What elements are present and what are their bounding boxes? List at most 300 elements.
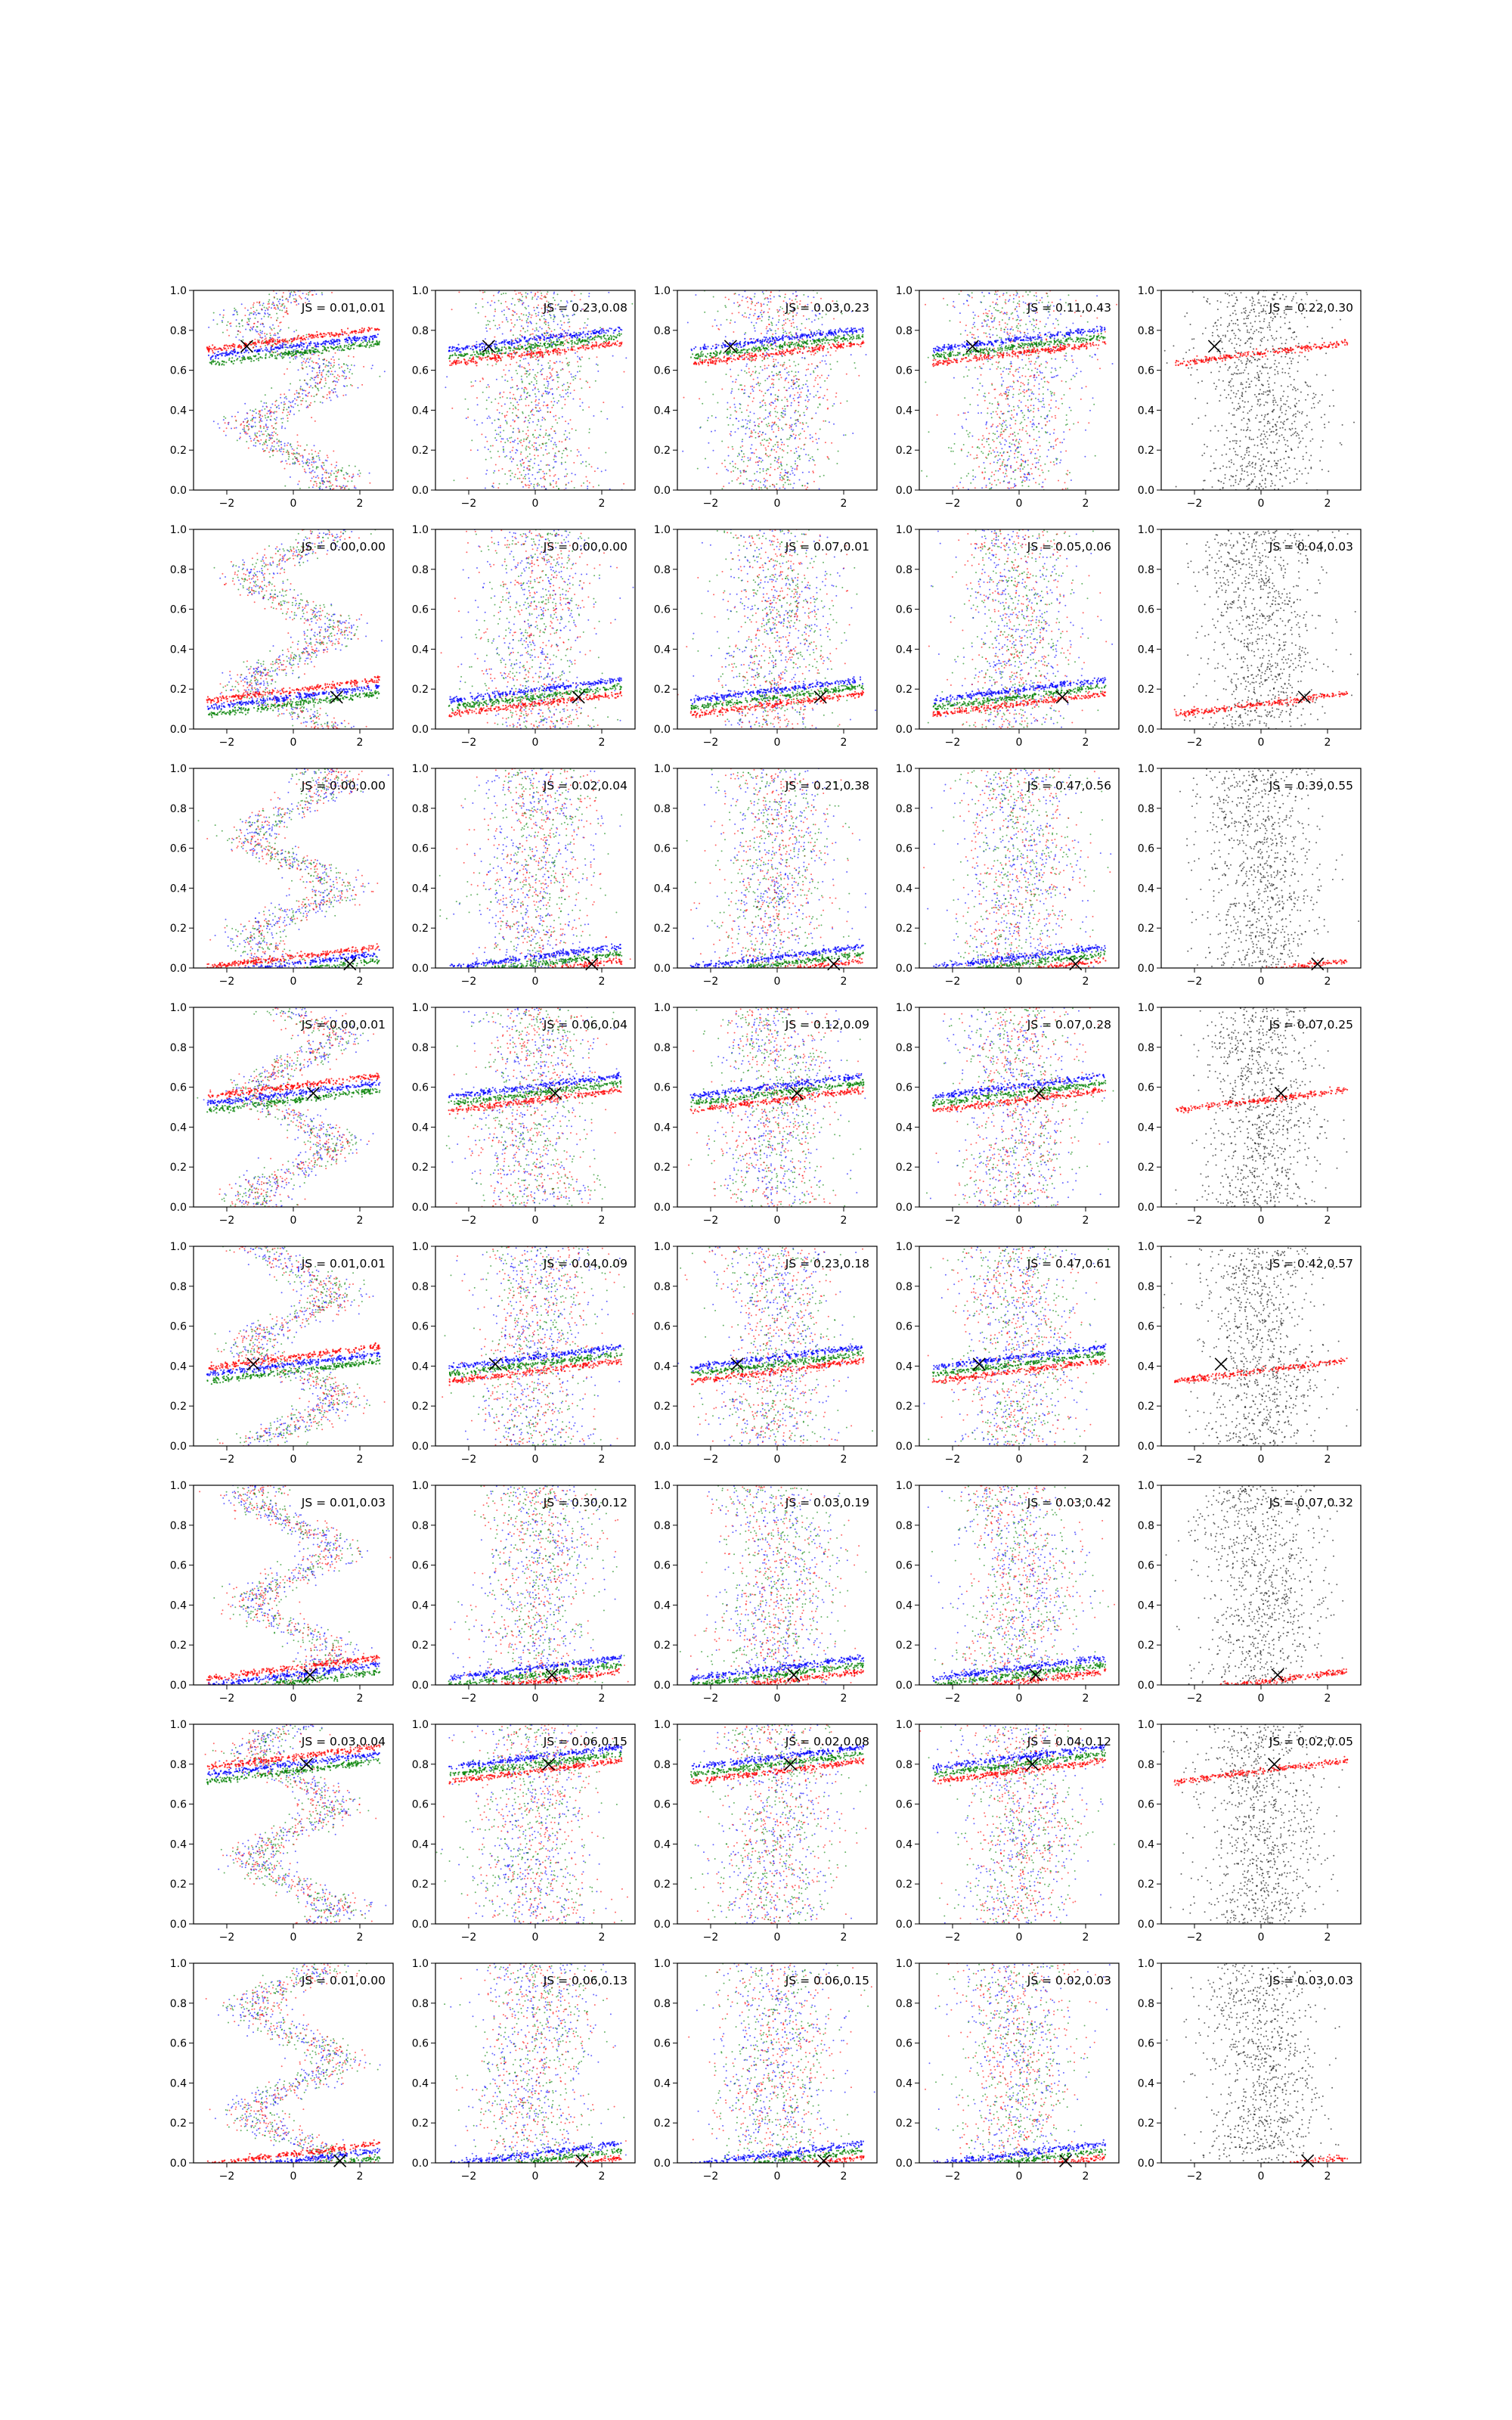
y-tick-label: 0.4 (170, 883, 187, 895)
x-tick-label: 0 (1016, 737, 1023, 749)
y-tick-label: 0.8 (412, 1759, 429, 1771)
x-tick-label: 2 (599, 1454, 606, 1466)
y-tick-label: 0.0 (412, 724, 429, 736)
y-tick-label: 1.0 (1138, 285, 1154, 297)
scatter-points (1146, 1247, 1359, 1446)
subplot-r2-c5 (1138, 524, 1365, 749)
x-marker (576, 2155, 588, 2167)
scatter-points (1175, 1007, 1377, 1208)
axes-frame (435, 1963, 635, 2163)
y-tick-label: 0.0 (1138, 485, 1154, 497)
subplot-r8-c3 (654, 1958, 887, 2183)
y-tick-label: 0.8 (896, 1520, 912, 1532)
y-tick-label: 1.0 (170, 285, 187, 297)
js-annotation: JS = 0.06,0.15 (785, 1974, 869, 1987)
subplot-r7-c3 (654, 1719, 877, 1944)
axes-frame (919, 1246, 1119, 1446)
y-tick-label: 0.8 (412, 564, 429, 576)
x-marker (1272, 1669, 1284, 1681)
x-tick-label: −2 (703, 1215, 719, 1227)
x-tick-label: 0 (1258, 1454, 1265, 1466)
js-annotation: JS = 0.04,0.09 (543, 1257, 627, 1270)
x-tick-label: 0 (532, 1931, 539, 1944)
y-tick-label: 1.0 (1138, 1958, 1154, 1970)
x-tick-label: 2 (1325, 2170, 1331, 2183)
scatter-points (928, 529, 1113, 730)
x-tick-label: 0 (1016, 1215, 1023, 1227)
y-tick-label: 0.4 (1138, 405, 1154, 417)
y-tick-label: 0.4 (170, 1599, 187, 1612)
x-tick-label: −2 (945, 1692, 961, 1705)
x-tick-label: −2 (703, 1931, 719, 1944)
x-tick-label: 2 (1325, 1215, 1331, 1227)
y-tick-label: 0.0 (412, 2158, 429, 2170)
x-tick-label: −2 (461, 1692, 477, 1705)
x-tick-label: 0 (774, 1931, 781, 1944)
js-annotation: JS = 0.11,0.43 (1027, 301, 1111, 315)
scatter-points (686, 768, 866, 985)
y-tick-label: 0.6 (654, 1560, 671, 1572)
js-annotation: JS = 0.47,0.56 (1027, 779, 1111, 793)
y-tick-label: 0.2 (412, 2118, 429, 2130)
y-tick-label: 1.0 (412, 1719, 429, 1731)
y-tick-label: 0.0 (170, 2158, 187, 2170)
axes-frame (677, 1485, 877, 1685)
x-tick-label: 0 (1258, 1215, 1265, 1227)
y-tick-label: 0.6 (412, 843, 429, 855)
scatter-points (677, 529, 876, 730)
js-annotation: JS = 0.03,0.03 (1269, 1974, 1353, 1987)
axes-frame (1161, 1246, 1361, 1446)
scatter-points (671, 1246, 873, 1447)
x-tick-label: 2 (1083, 976, 1089, 988)
y-tick-label: 0.2 (170, 684, 187, 696)
y-tick-label: 0.4 (412, 405, 429, 417)
x-tick-label: 2 (357, 1454, 364, 1466)
y-tick-label: 1.0 (654, 1719, 671, 1731)
y-tick-label: 0.0 (170, 1441, 187, 1453)
y-tick-label: 0.4 (654, 644, 671, 656)
x-tick-label: −2 (1187, 1931, 1203, 1944)
y-tick-label: 1.0 (896, 1002, 912, 1014)
y-tick-label: 0.6 (654, 2038, 671, 2050)
y-tick-label: 0.0 (654, 1202, 671, 1214)
scatter-points (667, 1485, 889, 1694)
y-tick-label: 1.0 (654, 1002, 671, 1014)
y-tick-label: 0.2 (654, 1162, 671, 1174)
y-tick-label: 0.4 (1138, 1360, 1154, 1373)
js-annotation: JS = 0.02,0.04 (543, 779, 627, 793)
js-annotation: JS = 0.07,0.25 (1269, 1018, 1353, 1032)
x-tick-label: 2 (1083, 1931, 1089, 1944)
subplot-r6-c3 (654, 1480, 889, 1705)
y-tick-label: 0.8 (170, 1759, 187, 1771)
x-tick-label: 0 (1016, 1692, 1023, 1705)
y-tick-label: 0.0 (896, 1680, 912, 1692)
y-tick-label: 0.2 (896, 1162, 912, 1174)
x-tick-label: 0 (532, 1454, 539, 1466)
y-tick-label: 0.0 (654, 1680, 671, 1692)
y-tick-label: 0.6 (654, 1799, 671, 1811)
y-tick-label: 0.4 (1138, 2077, 1154, 2090)
y-tick-label: 0.6 (412, 1082, 429, 1094)
y-tick-label: 0.6 (1138, 2038, 1154, 2050)
js-annotation: JS = 0.23,0.08 (543, 301, 627, 315)
y-tick-label: 1.0 (654, 1480, 671, 1492)
subplot-r3-c3 (654, 763, 877, 988)
y-tick-label: 0.2 (1138, 923, 1154, 935)
x-tick-label: 2 (357, 737, 364, 749)
y-tick-label: 0.2 (170, 1879, 187, 1891)
y-tick-label: 0.2 (1138, 684, 1154, 696)
y-tick-label: 0.6 (412, 1799, 429, 1811)
y-tick-label: 0.6 (170, 1799, 187, 1811)
y-tick-label: 0.8 (896, 325, 912, 337)
y-tick-label: 0.8 (654, 1042, 671, 1054)
x-tick-label: 2 (841, 1692, 847, 1705)
x-tick-label: −2 (219, 1454, 235, 1466)
js-annotation: JS = 0.42,0.57 (1269, 1257, 1353, 1270)
scatter-points (1174, 529, 1365, 730)
y-tick-label: 0.8 (896, 1759, 912, 1771)
x-tick-label: −2 (703, 498, 719, 510)
subplot-r1-c2 (412, 285, 635, 510)
x-tick-label: 2 (1083, 1215, 1089, 1227)
x-tick-label: 0 (1258, 976, 1265, 988)
y-tick-label: 0.2 (1138, 1879, 1154, 1891)
axes-frame (677, 529, 877, 729)
y-tick-label: 0.0 (896, 963, 912, 975)
subplot-r7-c1 (170, 1719, 393, 1944)
scatter-points (404, 1962, 642, 2183)
y-tick-label: 0.8 (1138, 803, 1154, 815)
js-annotation: JS = 0.06,0.04 (543, 1018, 627, 1032)
y-tick-label: 0.0 (1138, 1680, 1154, 1692)
x-tick-label: 0 (1258, 1931, 1265, 1944)
x-tick-label: 0 (290, 1454, 297, 1466)
x-marker (572, 691, 584, 703)
y-tick-label: 0.6 (654, 1082, 671, 1094)
x-tick-label: 2 (1325, 737, 1331, 749)
y-tick-label: 0.8 (1138, 564, 1154, 576)
y-tick-label: 0.6 (1138, 1321, 1154, 1333)
x-tick-label: 2 (357, 2170, 364, 2183)
x-tick-label: 2 (1325, 976, 1331, 988)
x-tick-label: 0 (290, 1692, 297, 1705)
subplot-r8-c1 (170, 1958, 393, 2183)
x-tick-label: 0 (774, 976, 781, 988)
y-tick-label: 0.4 (896, 1599, 912, 1612)
x-tick-label: 0 (1258, 2170, 1265, 2183)
subplot-r8-c4 (896, 1958, 1119, 2183)
y-tick-label: 0.2 (1138, 445, 1154, 457)
js-annotation: JS = 0.01,0.01 (301, 1257, 386, 1270)
scatter-points (205, 1723, 387, 1925)
x-tick-label: 2 (357, 1931, 364, 1944)
y-tick-label: 0.0 (654, 963, 671, 975)
y-tick-label: 0.0 (1138, 963, 1154, 975)
scatter-points (1164, 290, 1371, 491)
x-tick-label: 2 (599, 1215, 606, 1227)
axes-frame (435, 1007, 635, 1207)
axes-frame (194, 1963, 393, 2163)
js-annotation: JS = 0.01,0.03 (301, 1496, 386, 1509)
x-tick-label: −2 (461, 1454, 477, 1466)
subplot-r1-c5 (1138, 285, 1371, 510)
scatter-points (924, 1246, 1110, 1447)
js-annotation: JS = 0.06,0.13 (543, 1974, 627, 1987)
axes-frame (1161, 1007, 1361, 1207)
y-tick-label: 1.0 (412, 1480, 429, 1492)
subplot-r5-c4 (896, 1241, 1119, 1466)
y-tick-label: 0.0 (412, 1680, 429, 1692)
x-tick-label: 2 (1325, 1692, 1331, 1705)
axes-frame (919, 529, 1119, 729)
x-tick-label: 0 (1016, 976, 1023, 988)
y-tick-label: 0.0 (896, 485, 912, 497)
y-tick-label: 0.8 (412, 1042, 429, 1054)
y-tick-label: 0.4 (896, 883, 912, 895)
y-tick-label: 0.6 (412, 2038, 429, 2050)
y-tick-label: 0.2 (896, 1640, 912, 1652)
x-tick-label: 2 (841, 737, 847, 749)
axes-frame (435, 1246, 635, 1446)
y-tick-label: 0.4 (896, 405, 912, 417)
y-tick-label: 1.0 (170, 1719, 187, 1731)
y-tick-label: 0.8 (896, 1998, 912, 2010)
y-tick-label: 0.2 (896, 1401, 912, 1413)
js-annotation: JS = 0.47,0.61 (1027, 1257, 1111, 1270)
subplot-r6-c4 (896, 1480, 1119, 1705)
x-tick-label: −2 (219, 1931, 235, 1944)
x-tick-label: −2 (703, 1454, 719, 1466)
subplot-r6-c5 (1138, 1480, 1366, 1705)
y-tick-label: 0.2 (170, 923, 187, 935)
y-tick-label: 0.0 (170, 1680, 187, 1692)
y-tick-label: 0.2 (654, 2118, 671, 2130)
scatter-points (445, 290, 633, 491)
x-tick-label: −2 (945, 737, 961, 749)
x-tick-label: 2 (1325, 1454, 1331, 1466)
y-tick-label: 0.2 (170, 2118, 187, 2130)
y-tick-label: 0.8 (654, 325, 671, 337)
y-tick-label: 1.0 (896, 1719, 912, 1731)
x-tick-label: 0 (532, 1215, 539, 1227)
y-tick-label: 0.4 (1138, 1599, 1154, 1612)
x-tick-label: 0 (1258, 737, 1265, 749)
y-tick-label: 0.4 (412, 644, 429, 656)
scatter-points (206, 1962, 381, 2180)
scatter-points (926, 1007, 1144, 1208)
y-tick-label: 1.0 (170, 1241, 187, 1253)
y-tick-label: 0.4 (654, 1122, 671, 1134)
y-tick-label: 0.4 (1138, 644, 1154, 656)
y-tick-label: 0.8 (412, 1998, 429, 2010)
y-tick-label: 1.0 (412, 285, 429, 297)
js-annotation: JS = 0.30,0.12 (543, 1496, 627, 1509)
y-tick-label: 1.0 (170, 1002, 187, 1014)
scatter-points (1157, 1963, 1349, 2183)
x-tick-label: 0 (1258, 498, 1265, 510)
y-tick-label: 0.6 (412, 604, 429, 616)
scatter-points (441, 529, 642, 730)
scatter-points (439, 768, 631, 984)
y-tick-label: 0.0 (1138, 1202, 1154, 1214)
y-tick-label: 1.0 (1138, 1241, 1154, 1253)
y-tick-label: 0.6 (170, 1082, 187, 1094)
js-annotation: JS = 0.00,0.00 (543, 540, 627, 554)
y-tick-label: 1.0 (654, 1241, 671, 1253)
y-tick-label: 1.0 (896, 1480, 912, 1492)
y-tick-label: 0.0 (412, 1202, 429, 1214)
x-tick-label: 0 (774, 737, 781, 749)
x-marker (1208, 340, 1220, 352)
y-tick-label: 0.2 (896, 923, 912, 935)
y-tick-label: 0.4 (170, 2077, 187, 2090)
scatter-points (671, 1962, 886, 2181)
y-tick-label: 0.2 (412, 1401, 429, 1413)
subplot-r4-c4 (896, 1002, 1144, 1227)
x-tick-label: 0 (1016, 1931, 1023, 1944)
subplot-r4-c5 (1138, 1002, 1377, 1227)
scatter-points (1148, 1724, 1348, 1925)
subplot-r2-c2 (412, 524, 642, 749)
y-tick-label: 0.4 (412, 1122, 429, 1134)
js-annotation: JS = 0.00,0.01 (301, 1018, 386, 1032)
y-tick-label: 0.8 (412, 325, 429, 337)
y-tick-label: 0.2 (170, 1640, 187, 1652)
x-tick-label: 2 (1083, 737, 1089, 749)
y-tick-label: 0.0 (170, 963, 187, 975)
axes-frame (919, 768, 1119, 968)
y-tick-label: 0.6 (896, 2038, 912, 2050)
x-tick-label: −2 (461, 498, 477, 510)
y-tick-label: 0.4 (412, 1360, 429, 1373)
y-tick-label: 0.2 (896, 2118, 912, 2130)
y-tick-label: 0.0 (896, 1919, 912, 1931)
js-annotation: JS = 0.03,0.04 (301, 1735, 386, 1748)
x-tick-label: −2 (703, 2170, 719, 2183)
y-tick-label: 0.8 (654, 1520, 671, 1532)
y-tick-label: 1.0 (654, 524, 671, 536)
x-tick-label: −2 (219, 2170, 235, 2183)
subplot-r1-c4 (896, 285, 1137, 510)
js-annotation: JS = 0.02,0.05 (1269, 1735, 1353, 1748)
js-annotation: JS = 0.21,0.38 (785, 779, 869, 793)
y-tick-label: 0.0 (654, 1919, 671, 1931)
y-tick-label: 0.6 (1138, 1560, 1154, 1572)
axes-frame (194, 768, 393, 968)
y-tick-label: 0.8 (1138, 325, 1154, 337)
x-tick-label: 0 (290, 2170, 297, 2183)
y-tick-label: 0.4 (1138, 1838, 1154, 1851)
subplot-r7-c5 (1138, 1719, 1361, 1944)
x-tick-label: 0 (774, 1215, 781, 1227)
js-annotation: JS = 0.04,0.12 (1027, 1735, 1111, 1748)
scatter-points (688, 1007, 878, 1208)
x-tick-label: −2 (219, 1692, 235, 1705)
x-tick-label: 0 (532, 737, 539, 749)
x-tick-label: 0 (1016, 498, 1023, 510)
scatter-points (198, 768, 389, 985)
y-tick-label: 0.6 (170, 2038, 187, 2050)
js-annotation: JS = 0.12,0.09 (785, 1018, 869, 1032)
y-tick-label: 0.6 (170, 1560, 187, 1572)
axes-frame (435, 290, 635, 490)
y-tick-label: 0.6 (1138, 843, 1154, 855)
y-tick-label: 0.6 (1138, 365, 1154, 377)
x-tick-label: 2 (357, 498, 364, 510)
y-tick-label: 0.8 (170, 325, 187, 337)
y-tick-label: 0.8 (654, 1998, 671, 2010)
js-annotation: JS = 0.02,0.08 (785, 1735, 869, 1748)
y-tick-label: 0.2 (1138, 1162, 1154, 1174)
y-tick-label: 0.8 (170, 1042, 187, 1054)
y-tick-label: 0.8 (1138, 1998, 1154, 2010)
y-tick-label: 0.6 (654, 604, 671, 616)
y-tick-label: 0.6 (654, 1321, 671, 1333)
y-tick-label: 0.8 (170, 1520, 187, 1532)
y-tick-label: 0.4 (1138, 1122, 1154, 1134)
y-tick-label: 0.8 (412, 1281, 429, 1293)
y-tick-label: 1.0 (654, 1958, 671, 1970)
subplot-r7-c4 (896, 1719, 1119, 1944)
y-tick-label: 1.0 (1138, 524, 1154, 536)
x-tick-label: 0 (290, 498, 297, 510)
js-annotation: JS = 0.05,0.06 (1027, 540, 1111, 554)
js-annotation: JS = 0.03,0.23 (785, 301, 869, 315)
js-annotation: JS = 0.01,0.00 (301, 1974, 386, 1987)
scatter-points (682, 290, 866, 490)
y-tick-label: 0.6 (1138, 1799, 1154, 1811)
x-tick-label: −2 (461, 976, 477, 988)
x-tick-label: 2 (841, 1931, 847, 1944)
y-tick-label: 0.2 (654, 1401, 671, 1413)
y-tick-label: 0.8 (896, 1042, 912, 1054)
x-tick-label: −2 (461, 1931, 477, 1944)
axes-frame (677, 1963, 877, 2163)
y-tick-label: 0.0 (1138, 2158, 1154, 2170)
y-tick-label: 0.4 (412, 883, 429, 895)
y-tick-label: 0.4 (896, 2077, 912, 2090)
x-tick-label: 0 (532, 976, 539, 988)
y-tick-label: 0.0 (1138, 724, 1154, 736)
x-tick-label: 2 (357, 1215, 364, 1227)
subplot-r6-c1 (170, 1480, 393, 1705)
x-tick-label: −2 (1187, 1215, 1203, 1227)
y-tick-label: 0.6 (896, 1799, 912, 1811)
y-tick-label: 0.6 (1138, 604, 1154, 616)
x-tick-label: −2 (1187, 976, 1203, 988)
axes-frame (1161, 1724, 1361, 1924)
axes-frame (1161, 1963, 1361, 2163)
x-tick-label: 2 (599, 976, 606, 988)
y-tick-label: 0.2 (654, 923, 671, 935)
subplot-r6-c2 (397, 1480, 635, 1705)
subplot-r3-c4 (896, 763, 1124, 988)
y-tick-label: 0.2 (1138, 1401, 1154, 1413)
y-tick-label: 1.0 (896, 1958, 912, 1970)
js-annotation: JS = 0.23,0.18 (785, 1257, 869, 1270)
x-tick-label: −2 (945, 1215, 961, 1227)
y-tick-label: 0.8 (896, 1281, 912, 1293)
y-tick-label: 1.0 (1138, 1480, 1154, 1492)
scatter-points (397, 1485, 629, 1695)
y-tick-label: 0.8 (654, 1759, 671, 1771)
y-tick-label: 0.2 (412, 923, 429, 935)
x-tick-label: −2 (461, 1215, 477, 1227)
y-tick-label: 0.0 (654, 485, 671, 497)
